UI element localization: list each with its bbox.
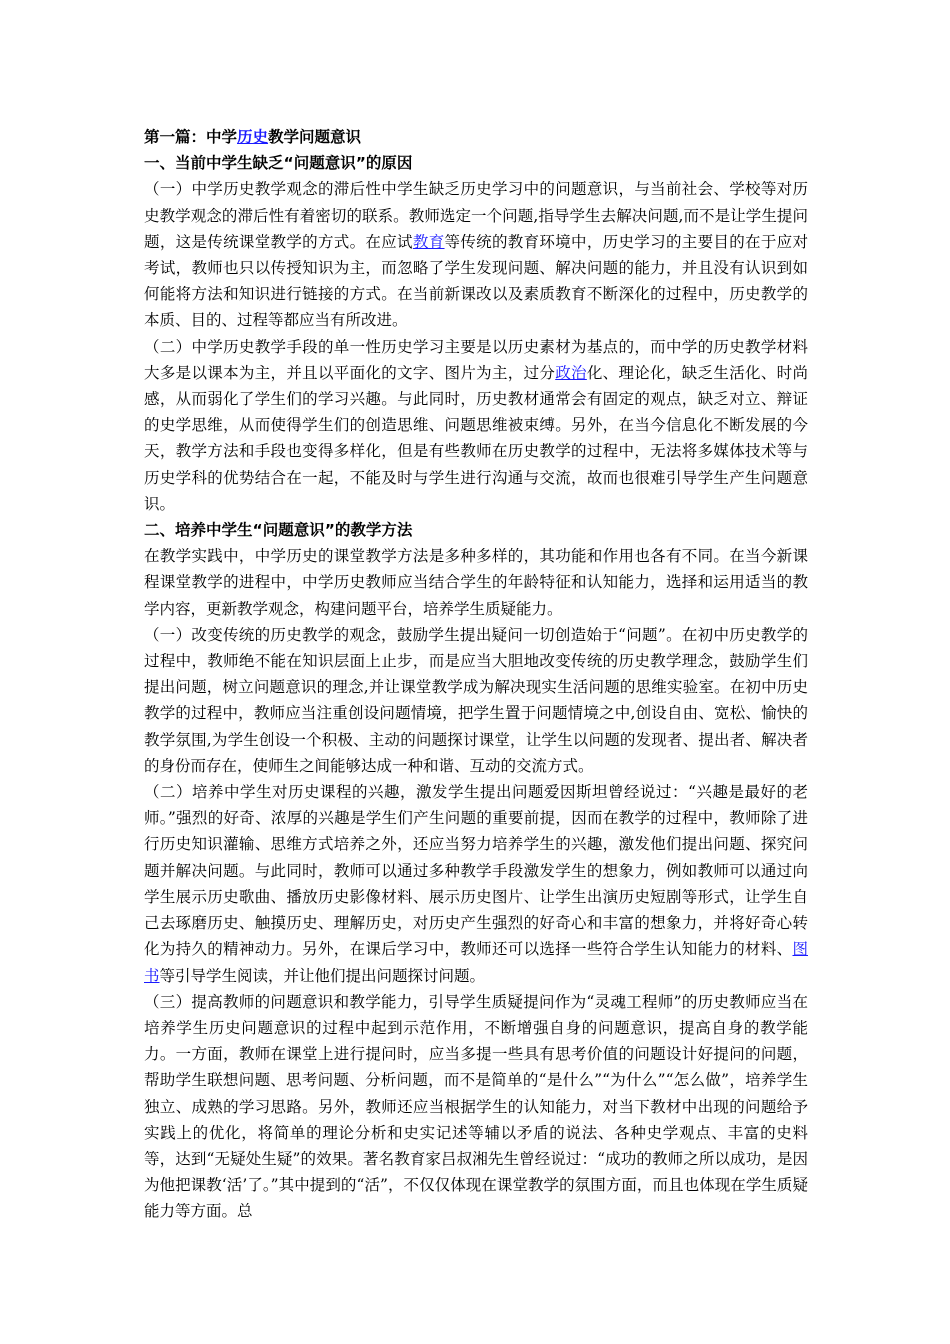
paragraph-6: （三）提高教师的问题意识和教学能力，引导学生质疑提问作为“灵魂工程师”的历史教师应当在培养学生历史问题意识的过程中起到示范作用，不断增强自身的问题意识，提高自身的教学能力。一方面，教师在课堂上进行提问时，应当多提一些具有思考价值的问题设计好提问的问题，帮助学生联想问题、思考问题、分析问题，而不是简单的“是什么”“为什么”“怎么做”，培养学生独立、成熟的学习思路。另外，教师还应当根据学生的认知能力，对当下教材中出现的问题给予实践上的优化，将简单的理论分析和史实记述等辅以矛盾的说法、各种史学观点、丰富的史料等，达到“无疑处生疑”的效果。著名教育家吕叔湘先生曾经说过：“成功的教师之所以成功，是因为他把课教‘活’了。”其中提到的“活”，不仅仅体现在课堂教学的氛围方面，而且也体现在学生质疑能力等方面。总	[144, 992, 808, 1221]
link-books[interactable]: 图书	[144, 940, 808, 985]
document-page	[144, 124, 808, 1225]
paragraph-1: （一）中学历史教学观念的滞后性中学生缺乏历史学习中的问题意识，与当前社会、学校等对历史教学观念的滞后性有着密切的联系。教师选定一个问题,指导学生去解决问题,而不是让学生提问题，这是传统课堂教学的方式。在应试教育等传统的教育环境中，历史学习的主要目的在于应对考试，教师也只以传授知识为主，而忽略了学生发现问题、解决问题的能力，并且没有认识到如何能将方法和知识进行链接的方式。在当前新课改以及素质教育不断深化的过程中，历史教学的本质、目的、过程等都应当有所改进。	[144, 180, 808, 330]
document-title: 第一篇：中学历史教学问题意识	[144, 128, 362, 146]
paragraph-5: （二）培养中学生对历史课程的兴趣，激发学生提出问题爱因斯坦曾经说过：“兴趣是最好的老师。”强烈的好奇、浓厚的兴趣是学生们产生问题的重要前提，因而在教学的过程中，教师除了进行历史知识灌输、思维方式培养之外，还应当努力培养学生的兴趣，激发他们提出问题、探究问题并解决问题。与此同时，教师可以通过多种教学手段激发学生的想象力，例如教师可以通过向学生展示历史歌曲、播放历史影像材料、展示历史图片、让学生出演历史短剧等形式，让学生自己去琢磨历史、触摸历史、理解历史，对历史产生强烈的好奇心和丰富的想象力，并将好奇心转化为持久的精神动力。另外，在课后学习中，教师还可以选择一些符合学生认知能力的材料、图书等引导学生阅读，并让他们提出问题探讨问题。	[144, 783, 808, 985]
link-history[interactable]: 历史	[237, 128, 269, 146]
link-politics[interactable]: 政治	[555, 363, 587, 382]
paragraph-3: 在教学实践中，中学历史的课堂教学方法是多种多样的，其功能和作用也各有不同。在当今新课程课堂教学的进程中，中学历史教师应当结合学生的年龄特征和认知能力，选择和运用适当的教学内容，更新教学观念，构建问题平台，培养学生质疑能力。	[144, 547, 808, 618]
section-heading-2: 二、培养中学生“问题意识”的教学方法	[144, 521, 413, 540]
section-heading-1: 一、当前中学生缺乏“问题意识”的原因	[144, 154, 413, 173]
paragraph-4: （一）改变传统的历史教学的观念，鼓励学生提出疑问一切创造始于“问题”。在初中历史教学的过程中，教师绝不能在知识层面上止步，而是应当大胆地改变传统的历史教学理念，鼓励学生们提出问题，树立问题意识的理念,并让课堂教学成为解决现实生活问题的思维实验室。在初中历史教学的过程中，教师应当注重创设问题情境，把学生置于问题情境之中,创设自由、宽松、愉快的教学氛围,为学生创设一个积极、主动的问题探讨课堂，让学生以问题的发现者、提出者、解决者的身份而存在，使师生之间能够达成一种和谐、互动的交流方式。	[144, 625, 808, 775]
paragraph-2: （二）中学历史教学手段的单一性历史学习主要是以历史素材为基点的，而中学的历史教学材料大多是以课本为主，并且以平面化的文字、图片为主，过分政治化、理论化，缺乏生活化、时尚感，从而弱化了学生们的学习兴趣。与此同时，历史教材通常会有固定的观点，缺乏对立、辩证的史学思维，从而使得学生们的创造思维、问题思维被束缚。另外，在当今信息化不断发展的今天，教学方法和手段也变得多样化，但是有些教师在历史教学的过程中，无法将多媒体技术等与历史学科的优势结合在一起，不能及时与学生进行沟通与交流，故而也很难引导学生产生问题意识。	[144, 337, 808, 513]
link-education[interactable]: 教育	[412, 232, 445, 251]
